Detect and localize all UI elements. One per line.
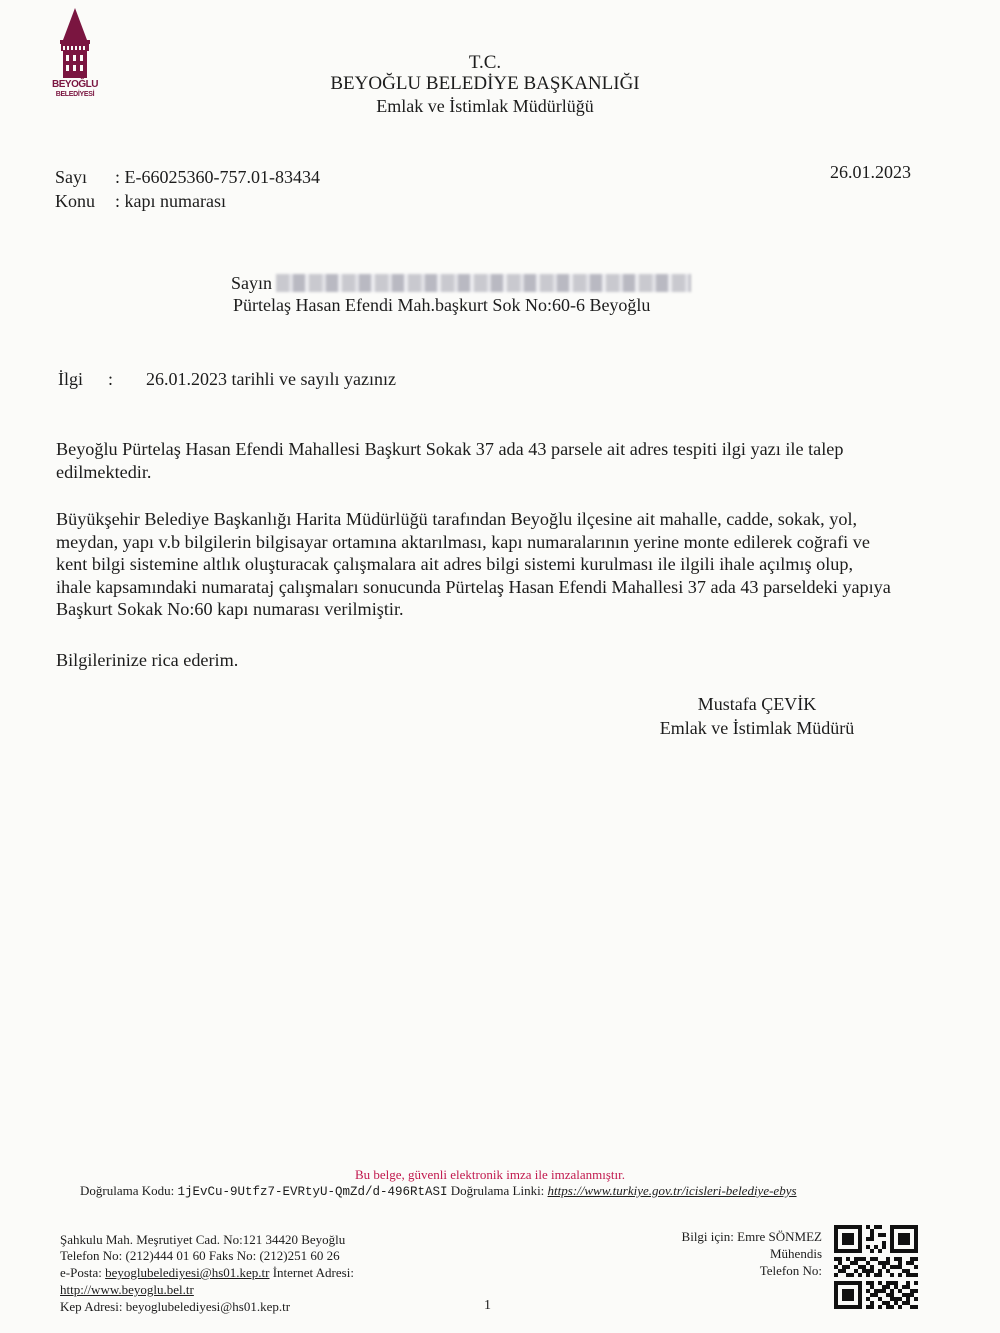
ilgi-text: 26.01.2023 tarihli ve sayılı yazınız [146,369,396,389]
verification-row [80,1183,797,1200]
sayi-value: : E-66025360-757.01-83434 [115,167,320,187]
page-number: 1 [484,1298,491,1313]
konu-row [55,189,455,213]
paragraph-2-text: Büyükşehir Belediye Başkanlığı Harita Müdürlüğü tarafından Beyoğlu ilçesine ait mahalle, cadde, sokak, yol, meydan, yapı v.b bilgilerin bilgisayar ortamına aktarılması, kapı numaralarının yerine monte edilerek coğrafi ve kent bilgi sistemine altlık oluşturacak çalışmalara ait adres bilgi sistemi kurulması ile ilgili ihale açılmış olup, ihale kapsamındaki numarataj çalışmaları sonucunda Pürtelaş Hasan Efendi Mahallesi 37 ada 43 parseldeki yapıya Başkurt Sokak No:60 kapı numarası verilmiştir. [56,509,891,619]
signatory-name: Mustafa ÇEVİK [697,694,817,714]
header-department: Emlak ve İstimlak Müdürlüğü [376,96,594,116]
document-date: 26.01.2023 [830,162,911,182]
info-contact-role: Mühendis [770,1246,822,1261]
info-contact-phone: Telefon No: [759,1263,822,1278]
info-contact-name: Bilgi için: Emre SÖNMEZ [681,1229,822,1244]
footer-kep: Kep Adresi: beyoglubelediyesi@hs01.kep.tr [60,1299,291,1314]
signatory-title: Emlak ve İstimlak Müdürü [659,718,855,738]
footer-address: Şahkulu Mah. Meşrutiyet Cad. No:121 34420 Beyoğlu [60,1232,346,1247]
konu-value: : kapı numarası [115,191,226,211]
footer-contact-row [60,1265,354,1281]
verification-code-label: Doğrulama Kodu: [80,1183,175,1198]
recipient-line [231,271,691,295]
body-paragraph-3 [56,649,892,672]
qr-code-icon [834,1225,918,1309]
logo-text-line1: BEYOĞLU [52,79,98,90]
ilgi-colon: : [108,369,114,389]
eposta-link[interactable]: beyoglubelediyesi@hs01.kep.tr [105,1265,270,1280]
paragraph-3-text: Bilgilerinize rica ederim. [56,650,239,670]
beyoglu-logo [50,6,100,114]
eposta-label: e-Posta: [60,1265,102,1280]
verification-link[interactable]: https://www.turkiye.gov.tr/icisleri-belediye-ebys [547,1183,797,1198]
logo-text-line2: BELEDİYESİ [55,91,95,98]
konu-label: Konu [55,191,95,211]
internet-link[interactable]: http://www.beyoglu.bel.tr [60,1282,194,1297]
sayi-row [55,165,455,189]
esign-notice: Bu belge, güvenli elektronik imza ile imzalanmıştır. [354,1167,626,1182]
header-institution: BEYOĞLU BELEDİYE BAŞKANLIĞI [330,73,640,94]
redacted-recipient-name [276,274,691,292]
internet-row [60,1282,194,1298]
ilgi-row [58,367,558,391]
verification-code: 1jEvCu-9Utfz7-EVRtyU-QmZd/d-496RtASI [177,1185,448,1199]
body-paragraph-2 [56,508,892,621]
galata-tower-icon [50,6,100,80]
footer-phone: Telefon No: (212)444 01 60 Faks No: (212)251 60 26 [60,1248,340,1263]
sayi-label: Sayı [55,167,88,187]
qr-code [834,1225,918,1309]
header-tc: T.C. [468,52,502,73]
salutation: Sayın [231,273,273,293]
verification-link-label: Doğrulama Linki: [450,1183,545,1198]
internet-label: İnternet Adresi: [272,1265,354,1280]
body-paragraph-1 [56,438,892,483]
recipient-address: Pürtelaş Hasan Efendi Mah.başkurt Sok No:60-6 Beyoğlu [233,295,651,315]
ilgi-label: İlgi [58,369,83,389]
paragraph-1-text: Beyoğlu Pürtelaş Hasan Efendi Mahallesi Başkurt Sokak 37 ada 43 parsele ait adres tespiti ilgi yazı ile talep edilmektedir. [56,439,844,482]
